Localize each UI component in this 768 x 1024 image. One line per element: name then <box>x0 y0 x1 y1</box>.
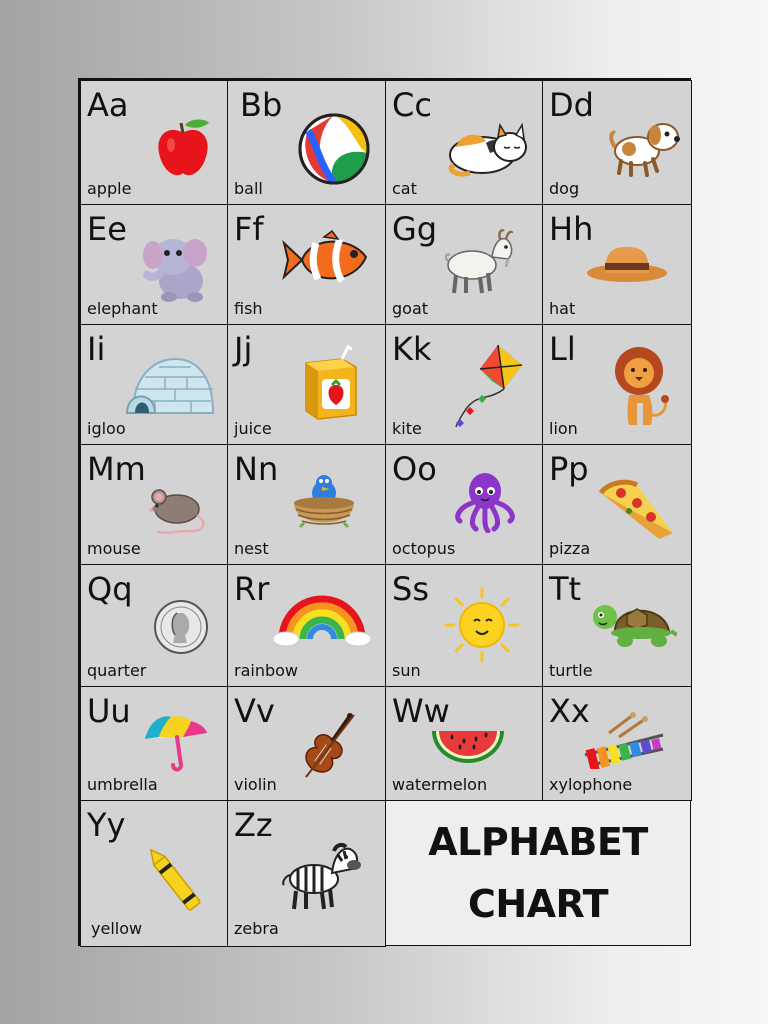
igloo-icon <box>125 355 217 421</box>
letter-label: Tt <box>549 570 582 608</box>
letter-cell-m <box>80 444 228 565</box>
letter-cell-y <box>80 800 228 947</box>
letter-cell-q <box>80 564 228 687</box>
apple-icon <box>151 117 215 185</box>
word-label: fish <box>234 299 263 318</box>
watermelon-icon <box>430 727 506 771</box>
word-label: rainbow <box>234 661 298 680</box>
letter-label: Pp <box>549 450 589 488</box>
letter-label: Oo <box>392 450 437 488</box>
word-label: ball <box>234 179 263 198</box>
title-line-2: CHART <box>467 882 609 926</box>
letter-label: Ll <box>549 330 576 368</box>
octopus-icon <box>450 471 520 537</box>
letter-label: Cc <box>392 86 432 124</box>
dog-icon <box>607 117 683 183</box>
word-label: juice <box>234 419 272 438</box>
letter-label: Xx <box>549 692 590 730</box>
letter-label: Zz <box>234 806 273 844</box>
zebra-icon <box>280 841 366 915</box>
letter-cell-p <box>542 444 692 565</box>
letter-cell-o <box>385 444 543 565</box>
letter-cell-i <box>80 324 228 445</box>
word-label: igloo <box>87 419 126 438</box>
title-line-1: ALPHABET <box>428 820 648 864</box>
word-label: xylophone <box>549 775 633 794</box>
letter-cell-t <box>542 564 692 687</box>
word-label: dog <box>549 179 580 198</box>
letter-cell-j <box>227 324 386 445</box>
word-label: nest <box>234 539 269 558</box>
letter-label: Vv <box>234 692 275 730</box>
violin-icon <box>300 705 362 785</box>
word-label: quarter <box>87 661 147 680</box>
word-label: turtle <box>549 661 593 680</box>
letter-cell-b <box>227 80 386 205</box>
turtle-icon <box>589 595 677 657</box>
juice-icon <box>296 345 362 425</box>
letter-cell-g <box>385 204 543 325</box>
umbrella-icon <box>141 711 211 779</box>
letter-label: Ww <box>392 692 450 730</box>
letter-cell-a <box>80 80 228 205</box>
pizza-icon <box>597 479 677 545</box>
word-label: elephant <box>87 299 158 318</box>
letter-cell-h <box>542 204 692 325</box>
fish-icon <box>280 229 370 295</box>
hat-icon <box>585 243 669 287</box>
letter-cell-w <box>385 686 543 801</box>
letter-label: Ff <box>234 210 264 248</box>
letter-label: Kk <box>392 330 432 368</box>
word-label: apple <box>87 179 132 198</box>
letter-label: Ee <box>87 210 127 248</box>
letter-label: Gg <box>392 210 438 248</box>
letter-label: Rr <box>234 570 270 608</box>
letter-label: Qq <box>87 570 133 608</box>
word-label: cat <box>392 179 417 198</box>
word-label: goat <box>392 299 429 318</box>
elephant-icon <box>139 227 211 307</box>
letter-label: Ii <box>87 330 106 368</box>
letter-label: Hh <box>549 210 594 248</box>
word-label: zebra <box>234 919 279 938</box>
letter-label: Mm <box>87 450 146 488</box>
letter-cell-c <box>385 80 543 205</box>
letter-cell-l <box>542 324 692 445</box>
letter-cell-u <box>80 686 228 801</box>
letter-label: Ss <box>392 570 429 608</box>
word-label: pizza <box>549 539 591 558</box>
word-label: umbrella <box>87 775 158 794</box>
ball-icon <box>296 111 372 191</box>
letter-label: Dd <box>549 86 594 124</box>
letter-label: Uu <box>87 692 131 730</box>
letter-label: Nn <box>234 450 279 488</box>
quarter-icon <box>153 599 209 659</box>
goat-icon <box>442 227 516 301</box>
letter-cell-d <box>542 80 692 205</box>
cat-icon <box>446 115 530 181</box>
letter-cell-r <box>227 564 386 687</box>
crayon-icon <box>147 841 205 927</box>
word-label: violin <box>234 775 277 794</box>
letter-cell-v <box>227 686 386 801</box>
letter-cell-s <box>385 564 543 687</box>
word-label: watermelon <box>392 775 488 794</box>
letter-cell-f <box>227 204 386 325</box>
letter-cell-n <box>227 444 386 565</box>
letter-label: Aa <box>87 86 129 124</box>
xylophone-icon <box>579 711 669 773</box>
mouse-icon <box>147 485 209 543</box>
letter-cell-e <box>80 204 228 325</box>
word-label: hat <box>549 299 576 318</box>
letter-cell-z <box>227 800 386 947</box>
alphabet-chart <box>78 78 691 946</box>
letter-label: Jj <box>234 330 253 368</box>
word-label: yellow <box>91 919 143 938</box>
letter-label: Yy <box>87 806 126 844</box>
word-label: octopus <box>392 539 456 558</box>
word-label: mouse <box>87 539 141 558</box>
sun-icon <box>442 585 522 669</box>
letter-label: Bb <box>240 86 283 124</box>
lion-icon <box>609 345 675 433</box>
letter-cell-k <box>385 324 543 445</box>
rainbow-icon <box>272 593 372 651</box>
word-label: sun <box>392 661 421 680</box>
word-label: lion <box>549 419 578 438</box>
nest-icon <box>290 465 358 537</box>
title-cell <box>385 800 691 946</box>
word-label: kite <box>392 419 422 438</box>
letter-cell-x <box>542 686 692 801</box>
kite-icon <box>448 341 524 435</box>
